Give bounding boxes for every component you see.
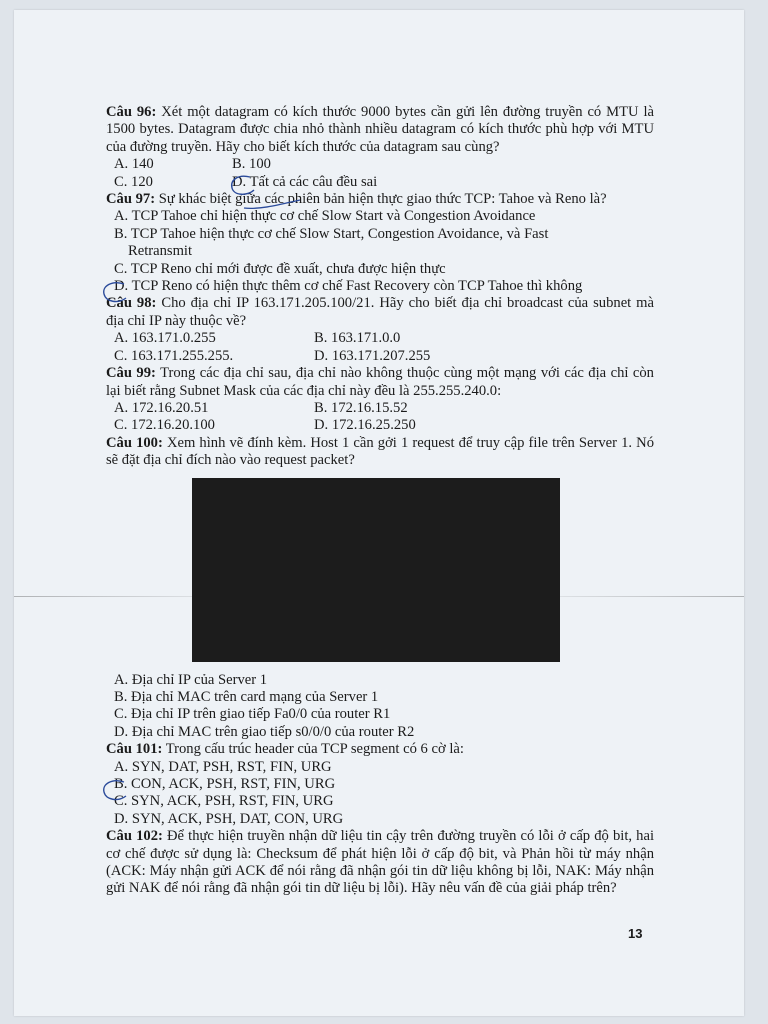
question-text: Để thực hiện truyền nhận dữ liệu tin cậy trên đường truyền có lỗi ở cấp độ bit, hai cơ chế được sử dụng là: Checksum để phát hiện lỗi ở cấp độ bit, và Phản hồi từ máy nhận (ACK: Máy nhận gửi ACK để nói rằng đã nhận gói tin dữ liệu không bị lỗi, NAK: Máy nhận gửi NAK để nói rằng đã nhận gói tin dữ liệu bị lỗi). Hãy nêu vấn đề của giải pháp trên? xyxy=(106,828,654,897)
question-number: Câu 101: xyxy=(106,741,163,758)
question-number: Câu 99: xyxy=(106,365,156,382)
option-c: C. 120 xyxy=(114,173,153,190)
option-d: D. Địa chỉ MAC trên giao tiếp s0/0/0 của router R2 xyxy=(114,723,415,740)
question-text: Trong cấu trúc header của TCP segment có 6 cờ là: xyxy=(165,741,464,758)
question-102 xyxy=(106,828,654,898)
question-100 xyxy=(106,435,654,741)
option-a: A. 140 xyxy=(114,156,154,173)
document-page xyxy=(14,10,744,1016)
page-number: 13 xyxy=(628,926,643,941)
question-number: Câu 98: xyxy=(106,295,157,312)
question-text: Trong các địa chỉ sau, địa chỉ nào không thuộc cùng một mạng với các địa chỉ còn lại biết rằng Subnet Mask của các địa chỉ này đều là 255.255.240.0: xyxy=(106,365,654,399)
question-number: Câu 96: xyxy=(106,104,157,120)
answer-options xyxy=(106,400,654,435)
question-97 xyxy=(106,191,654,295)
option-d: D. 163.171.207.255 xyxy=(314,347,431,364)
option-a: A. SYN, DAT, PSH, RST, FIN, URG xyxy=(114,758,332,775)
answer-options xyxy=(106,330,654,365)
question-98 xyxy=(106,295,654,365)
option-b: B. CON, ACK, PSH, RST, FIN, URG xyxy=(114,775,336,792)
option-c: C. TCP Reno chỉ mới được đề xuất, chưa được hiện thực xyxy=(114,260,446,277)
option-b: B. 163.171.0.0 xyxy=(314,330,401,347)
option-c: C. 163.171.255.255. xyxy=(114,347,234,364)
option-a: A. TCP Tahoe chỉ hiện thực cơ chế Slow Start và Congestion Avoidance xyxy=(114,208,536,225)
question-text: Xét một datagram có kích thước 9000 bytes cần gửi lên đường truyền có MTU là 1500 bytes. Datagram được chia nhỏ thành nhiều datagram có kích thước phù hợp với MTU của đường truyền. Hãy cho biết kích thước của datagram sau cùng? xyxy=(106,104,654,155)
question-list xyxy=(106,104,654,898)
question-number: Câu 100: xyxy=(106,434,163,451)
option-a: A. Địa chỉ IP của Server 1 xyxy=(114,671,268,688)
option-d: D. SYN, ACK, PSH, DAT, CON, URG xyxy=(114,810,344,827)
option-d: D. 172.16.25.250 xyxy=(314,417,416,434)
answer-options xyxy=(106,156,654,191)
option-b-continued: Retransmit xyxy=(128,243,193,260)
option-a: A. 172.16.20.51 xyxy=(114,399,209,416)
question-101 xyxy=(106,741,654,828)
option-b: B. TCP Tahoe hiện thực cơ chế Slow Start, Congestion Avoidance, và Fast xyxy=(114,225,549,242)
option-a: A. 163.171.0.255 xyxy=(114,330,216,347)
question-text: Sự khác biệt giữa các phiên bản hiện thực giao thức TCP: Tahoe và Reno là? xyxy=(158,191,607,208)
question-96 xyxy=(106,104,654,191)
option-d: D. Tất cả các câu đều sai xyxy=(232,173,378,190)
option-c: C. Địa chỉ IP trên giao tiếp Fa0/0 của router R1 xyxy=(114,706,391,723)
option-b: B. Địa chỉ MAC trên card mạng của Server 1 xyxy=(114,688,379,705)
question-text: Xem hình vẽ đính kèm. Host 1 cần gởi 1 request để truy cập file trên Server 1. Nó sẽ đặt địa chỉ đích nào vào request packet? xyxy=(106,434,654,469)
question-99 xyxy=(106,365,654,435)
question-number: Câu 102: xyxy=(106,828,163,845)
option-d: D. TCP Reno có hiện thực thêm cơ chế Fast Recovery còn TCP Tahoe thì không xyxy=(114,278,583,295)
option-b: B. 100 xyxy=(232,156,271,173)
question-text: Cho địa chỉ IP 163.171.205.100/21. Hãy cho biết địa chỉ broadcast của subnet mà địa chỉ IP này thuộc về? xyxy=(106,295,655,329)
option-c: C. SYN, ACK, PSH, RST, FIN, URG xyxy=(114,793,334,810)
option-c: C. 172.16.20.100 xyxy=(114,417,215,434)
question-number: Câu 97: xyxy=(106,191,156,208)
option-b: B. 172.16.15.52 xyxy=(314,399,408,416)
network-diagram-image xyxy=(192,478,560,662)
